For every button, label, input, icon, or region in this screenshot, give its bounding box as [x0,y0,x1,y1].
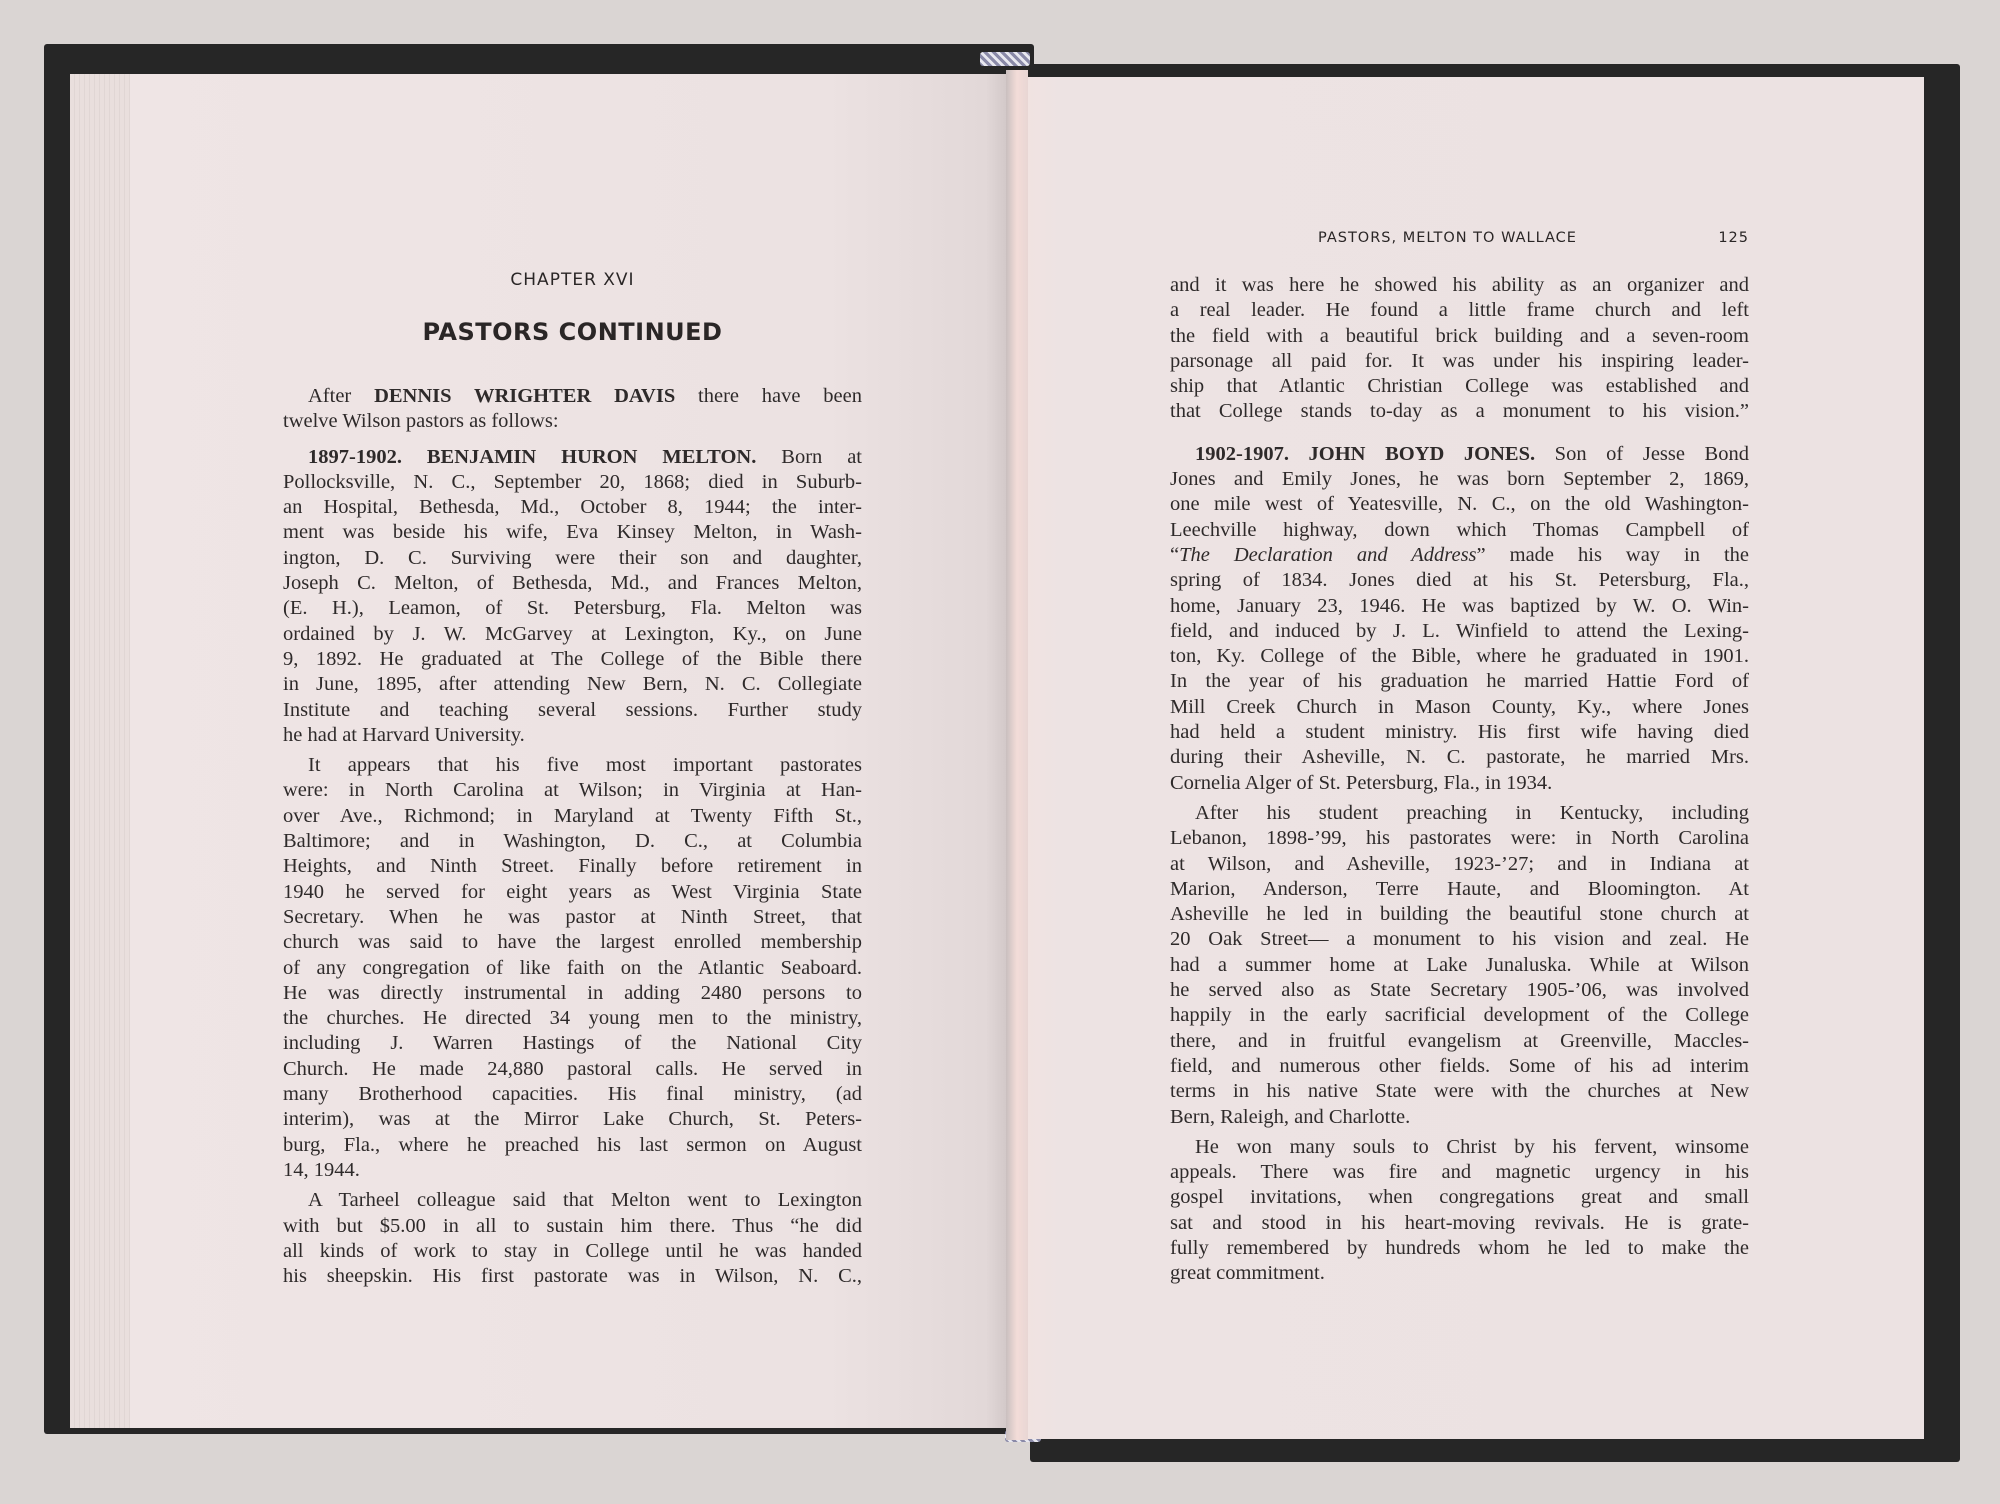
right-page-body [1170,273,1749,1287]
text-line: had a summer home at Lake Junaluska. While at Wilson [1170,953,1749,976]
text-span: “ [1170,543,1180,566]
text-line: there, and in fruitful evangelism at Greenville, Maccles- [1170,1029,1749,1052]
text-span: Born at [756,445,862,468]
text-line: Lebanon, 1898-’99, his pastorates were: in North Carolina [1170,827,1749,850]
text-line: appeals. There was fire and magnetic urgency in his [1170,1161,1749,1184]
paragraph [1170,1135,1749,1287]
text-line [1170,442,1749,467]
text-line: over Ave., Richmond; in Maryland at Twenty Fifth St., [283,804,862,827]
text-line: 1940 he served for eight years as West Virginia State [283,880,862,903]
text-span: After [308,385,375,407]
text-line: all kinds of work to stay in College until he was handed [283,1239,862,1262]
text-line: had held a student ministry. His first wife having died [1170,721,1749,744]
text-line: ship that Atlantic Christian College was established and [1170,375,1749,398]
text-line: twelve Wilson pastors as follows: [283,410,559,433]
text-line: his sheepskin. His first pastorate was in Wilson, N. C., [283,1265,862,1288]
italic-text: The Declaration and Address [1179,543,1477,566]
text-span: there have been [675,385,862,407]
text-line: Heights, and Ninth Street. Finally before retirement in [283,855,862,878]
text-line: and it was here he showed his ability as an organizer and [1170,274,1749,296]
headband-top [980,52,1030,66]
text-line: burg, Fla., where he preached his last sermon on August [283,1133,862,1156]
text-line: ton, Ky. College of the Bible, where he graduated in 1901. [1170,645,1749,668]
text-line: including J. Warren Hastings of the National City [283,1032,862,1055]
bold-text: 1902-1907. JOHN BOYD JONES. [1195,442,1536,465]
text-line: He was directly instrumental in adding 2480 persons to [283,981,862,1004]
chapter-label: CHAPTER XVI [510,270,635,290]
text-line: Marion, Anderson, Terre Haute, and Bloomington. At [1170,877,1749,900]
text-line: he served also as State Secretary 1905-’06, was involved [1170,979,1749,1002]
text-line: ment was beside his wife, Eva Kinsey Melton, in Wash- [283,521,862,544]
text-line: parsonage all paid for. It was under his inspiring leader- [1170,349,1749,372]
text-line: 9, 1892. He graduated at The College of the Bible there [283,647,862,670]
text-line: with but $5.00 in all to sustain him there. Thus “he did [283,1214,862,1237]
text-line: fully remembered by hundreds whom he led to make the [1170,1236,1749,1259]
paragraph [283,753,862,1183]
text-line: He won many souls to Christ by his fervent, winsome [1195,1135,1749,1158]
bold-text: DENNIS WRIGHTER DAVIS [374,385,676,407]
text-line: he had at Harvard University. [283,723,525,746]
text-line: church was said to have the largest enrolled membership [283,931,862,954]
text-line: Pollocksville, N. C., September 20, 1868; died in Suburb- [283,470,862,493]
text-line: the field with a beautiful brick building and a seven-room [1170,324,1749,347]
text-line: Baltimore; and in Washington, D. C., at Columbia [283,830,862,853]
text-line: sat and stood in his heart-moving revivals. He is grate- [1170,1211,1749,1234]
text-line: in June, 1895, after attending New Bern, N. C. Collegiate [283,673,862,696]
text-line [283,445,862,470]
paragraph [283,445,862,749]
text-line: were: in North Carolina at Wilson; in Virginia at Han- [283,779,862,802]
text-line: Mill Creek Church in Mason County, Ky., where Jones [1170,695,1749,718]
paragraph [1170,442,1749,796]
text-line: home, January 23, 1946. He was baptized by W. O. Win- [1170,594,1749,617]
text-line: A Tarheel colleague said that Melton went to Lexington [308,1189,862,1212]
text-line: ington, D. C. Surviving were their son and daughter, [283,546,862,569]
text-line: Jones and Emily Jones, he was born September 2, 1869, [1170,468,1749,491]
paragraph [1170,273,1749,425]
text-line: 14, 1944. [283,1158,360,1181]
text-line: Institute and teaching several sessions. Further study [283,698,862,721]
text-line: during their Asheville, N. C. pastorate, he married Mrs. [1170,746,1749,769]
text-span: ” made his way in the [1476,543,1749,566]
text-line: Church. He made 24,880 pastoral calls. He served in [283,1057,862,1080]
text-line: field, and induced by J. L. Winfield to attend the Lexing- [1170,619,1749,642]
left-page-body [283,384,862,1289]
running-title: PASTORS, MELTON TO WALLACE [1318,230,1577,246]
text-line: great commitment. [1170,1262,1325,1285]
paragraph [283,384,862,435]
text-line: of any congregation of like faith on the Atlantic Seaboard. [283,956,862,979]
text-line: In the year of his graduation he married Hattie Ford of [1170,670,1749,693]
text-line: gospel invitations, when congregations great and small [1170,1186,1749,1209]
text-line: Leechville highway, down which Thomas Campbell of [1170,518,1749,541]
paragraph [283,1188,862,1289]
text-line: spring of 1834. Jones died at his St. Petersburg, Fla., [1170,569,1749,592]
book-gutter [1006,70,1028,1440]
text-line: Joseph C. Melton, of Bethesda, Md., and Frances Melton, [283,572,862,595]
chapter-title: PASTORS CONTINUED [422,318,723,346]
text-line: Cornelia Alger of St. Petersburg, Fla., in 1934. [1170,771,1553,794]
text-line: that College stands to-day as a monument to his vision.” [1170,400,1749,423]
page-edges [70,74,130,1428]
text-line: a real leader. He found a little frame church and left [1170,299,1749,322]
text-line: After his student preaching in Kentucky, including [1195,801,1749,824]
text-line: happily in the early sacrificial development of the College [1170,1004,1749,1027]
text-line: Bern, Raleigh, and Charlotte. [1170,1105,1411,1128]
text-line: terms in his native State were with the churches at New [1170,1080,1749,1103]
text-line [1170,543,1749,568]
text-span: Son of Jesse Bond [1535,442,1749,465]
text-line: interim), was at the Mirror Lake Church, St. Peters- [283,1108,862,1131]
text-line: Secretary. When he was pastor at Ninth Street, that [283,905,862,928]
text-line: field, and numerous other fields. Some of his ad interim [1170,1054,1749,1077]
text-line: 20 Oak Street— a monument to his vision and zeal. He [1170,928,1749,951]
text-line: the churches. He directed 34 young men to the ministry, [283,1007,862,1030]
text-line: many Brotherhood capacities. His final ministry, (ad [283,1083,862,1106]
bold-text: 1897-1902. BENJAMIN HURON MELTON. [308,445,757,468]
text-line: ordained by J. W. McGarvey at Lexington, Ky., on June [283,622,862,645]
text-line: Asheville he led in building the beautiful stone church at [1170,903,1749,926]
text-line: It appears that his five most important pastorates [308,754,862,777]
paragraph [1170,801,1749,1130]
page-number: 125 [1718,230,1749,246]
text-line: at Wilson, and Asheville, 1923-’27; and in Indiana at [1170,852,1749,875]
text-line: (E. H.), Leamon, of St. Petersburg, Fla. Melton was [283,597,862,620]
text-line: an Hospital, Bethesda, Md., October 8, 1944; the inter- [283,496,862,519]
text-line [283,384,862,409]
text-line: one mile west of Yeatesville, N. C., on the old Washington- [1170,493,1749,516]
